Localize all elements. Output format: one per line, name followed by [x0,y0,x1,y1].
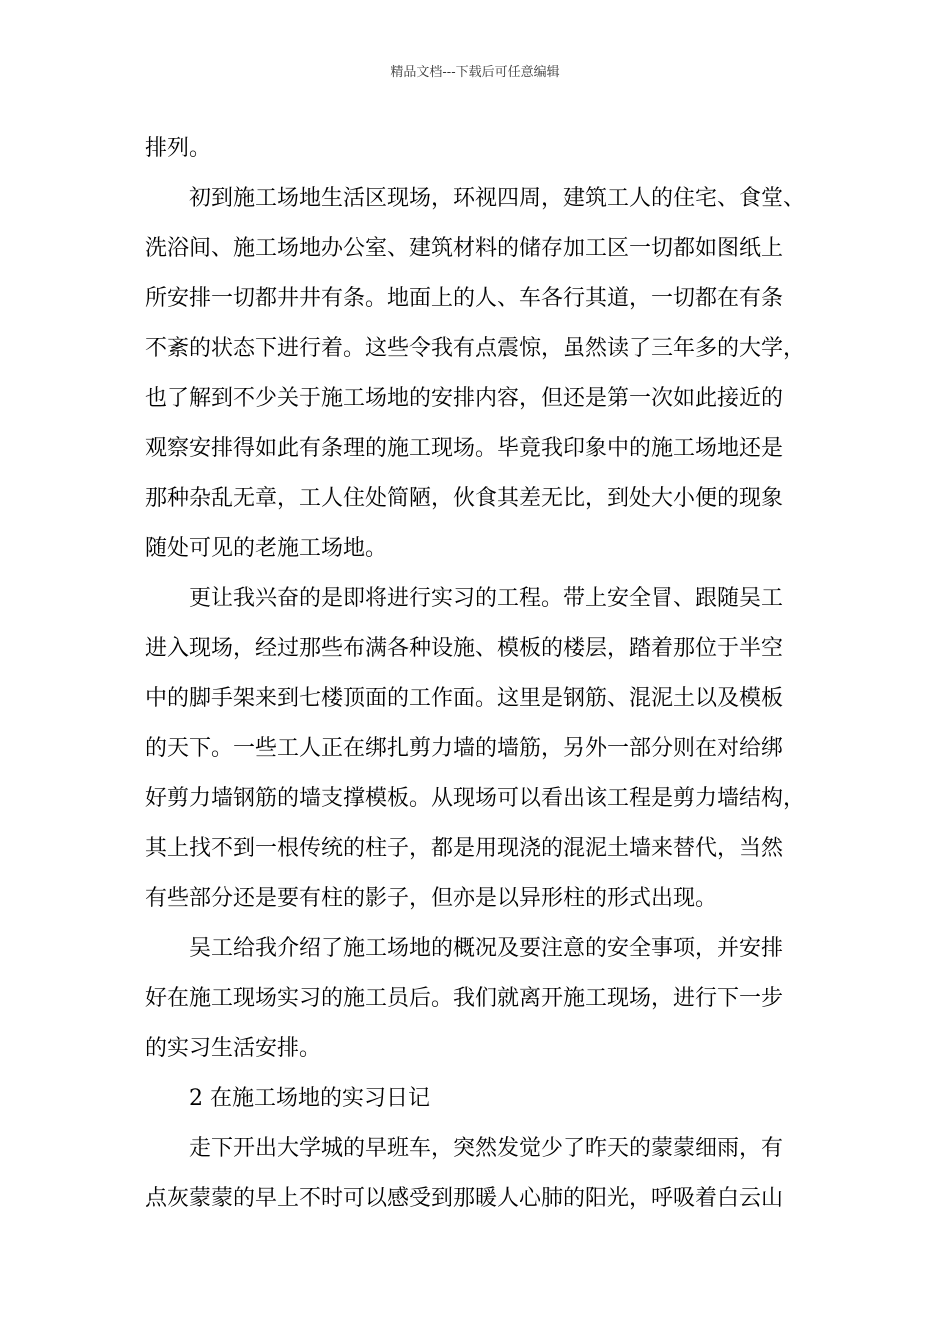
text-line: 所安排一切都井井有条。地面上的人、车各行其道，一切都在有条 [145,286,784,311]
document-body [145,124,810,1224]
text-line: 观察安排得如此有条理的施工现场。毕竟我印象中的施工场地还是 [145,436,784,461]
text-line: 更让我兴奋的是即将进行实习的工程。带上安全冒、跟随吴工 [189,586,784,611]
text-line: 中的脚手架来到七楼顶面的工作面。这里是钢筋、混泥土以及模板 [145,686,784,711]
text-line: 排列。 [145,136,212,161]
text-line: 那种杂乱无章，工人住处简陋，伙食其差无比，到处大小便的现象 [145,486,784,511]
text-line: 吴工给我介绍了施工场地的概况及要注意的安全事项，并安排 [189,936,784,961]
text-line: 的天下。一些工人正在绑扎剪力墙的墙筋，另外一部分则在对给绑 [145,736,784,761]
text-line: 进入现场，经过那些布满各种设施、模板的楼层，踏着那位于半空 [145,636,784,661]
text-line: 也了解到不少关于施工场地的安排内容，但还是第一次如此接近的 [145,386,784,411]
text-line: 初到施工场地生活区现场，环视四周，建筑工人的住宅、食堂、 [189,186,806,211]
text-line: 其上找不到一根传统的柱子，都是用现浇的混泥土墙来替代，当然 [145,836,784,861]
text-line: 的实习生活安排。 [145,1036,322,1061]
text-line: 洗浴间、施工场地办公室、建筑材料的储存加工区一切都如图纸上 [145,236,784,261]
text-line: 点灰蒙蒙的早上不时可以感受到那暖人心肺的阳光，呼吸着白云山 [145,1186,784,1211]
text-line: 随处可见的老施工场地。 [145,536,388,561]
text-line: 有些部分还是要有柱的影子，但亦是以异形柱的形式出现。 [145,886,718,911]
section-heading: 2 在施工场地的实习日记 [189,1086,430,1111]
page-header: 精品文档---下载后可任意编辑 [390,65,560,80]
text-line: 好在施工现场实习的施工员后。我们就离开施工现场，进行下一步 [145,986,784,1011]
text-line: 好剪力墙钢筋的墙支撑模板。从现场可以看出该工程是剪力墙结构， [145,786,806,811]
text-line: 不紊的状态下进行着。这些令我有点震惊，虽然读了三年多的大学， [145,336,806,361]
text-line: 走下开出大学城的早班车，突然发觉少了昨天的蒙蒙细雨，有 [189,1136,784,1161]
